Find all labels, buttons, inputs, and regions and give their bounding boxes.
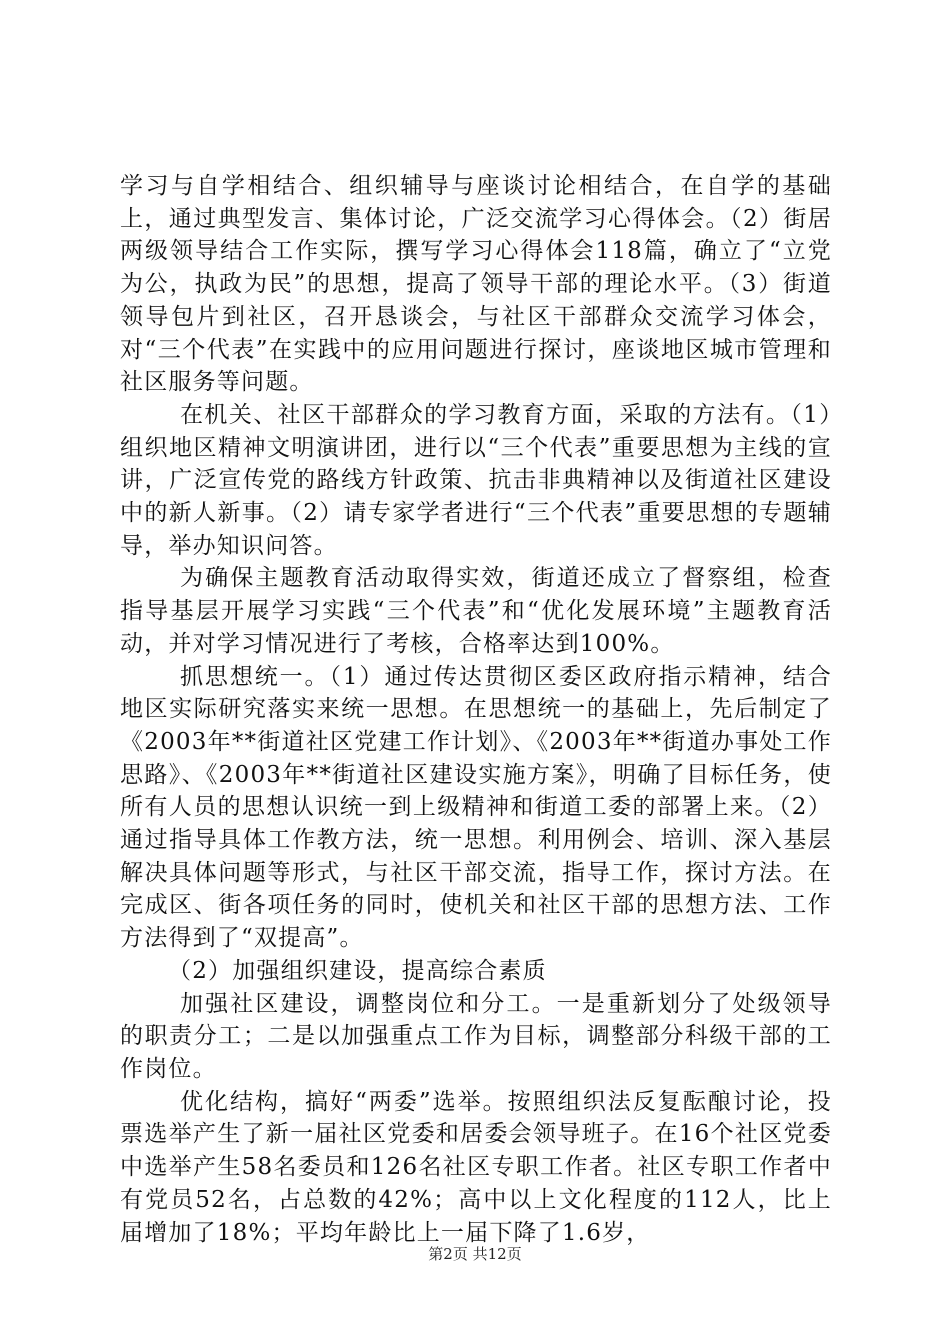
section-heading-organization: （2）加强组织建设，提高综合素质 — [168, 957, 547, 984]
page-footer: 第2页 共12页 — [428, 1245, 522, 1263]
paragraph-election: 优化结构，搞好“两委”选举。按照组织法反复酝酿讨论，投票选举产生了新一届社区党委和居委会领导班子。在16个社区党委中选举产生58名委员和126名社区专职工作者。社区专职工作者中有党员52名，占总数的42%；高中以上文化程度的112人，比上届增加了18%；平均年龄比上一届下降了1.6岁， — [120, 1088, 832, 1246]
paragraph-supervision: 为确保主题教育活动取得实效，街道还成立了督察组，检查指导基层开展学习实践“三个代表”和“优化发展环境”主题教育活动，并对学习情况进行了考核，合格率达到100%。 — [120, 565, 832, 657]
paragraph-continuation: 学习与自学相结合、组织辅导与座谈讨论相结合，在自学的基础上，通过典型发言、集体讨论，广泛交流学习心得体会。（2）街居两级领导结合工作实际，撰写学习心得体会118篇，确立了“立党为公，执政为民”的思想，提高了领导干部的理论水平。（3）街道领导包片到社区，召开恳谈会，与社区干部群众交流学习体会，对“三个代表”在实践中的应用问题进行探讨，座谈地区城市管理和社区服务等问题。 — [120, 173, 832, 396]
paragraph-unify-thinking: 抓思想统一。（1）通过传达贯彻区委区政府指示精神，结合地区实际研究落实来统一思想。在思想统一的基础上，先后制定了《2003年**街道社区党建工作计划》、《2003年**街道办事处工作思路》、《2003年**街道社区建设实施方案》，明确了目标任务，使所有人员的思想认识统一到上级精神和街道工委的部署上来。（2）通过指导具体工作教方法，统一思想。利用例会、培训、深入基层解决具体问题等形式，与社区干部交流，指导工作，探讨方法。在完成区、街各项任务的同时，使机关和社区干部的思想方法、工作方法得到了“双提高”。 — [120, 663, 832, 952]
paragraph-study-methods: 在机关、社区干部群众的学习教育方面，采取的方法有。（1）组织地区精神文明演讲团，进行以“三个代表”重要思想为主线的宣讲，广泛宣传党的路线方针政策、抗击非典精神以及街道社区建设中的新人新事。（2）请专家学者进行“三个代表”重要思想的专题辅导，举办知识问答。 — [120, 401, 832, 559]
paragraph-community-building: 加强社区建设，调整岗位和分工。一是重新划分了处级领导的职责分工；二是以加强重点工作为目标，调整部分科级干部的工作岗位。 — [120, 990, 832, 1082]
document-body — [120, 170, 832, 1249]
